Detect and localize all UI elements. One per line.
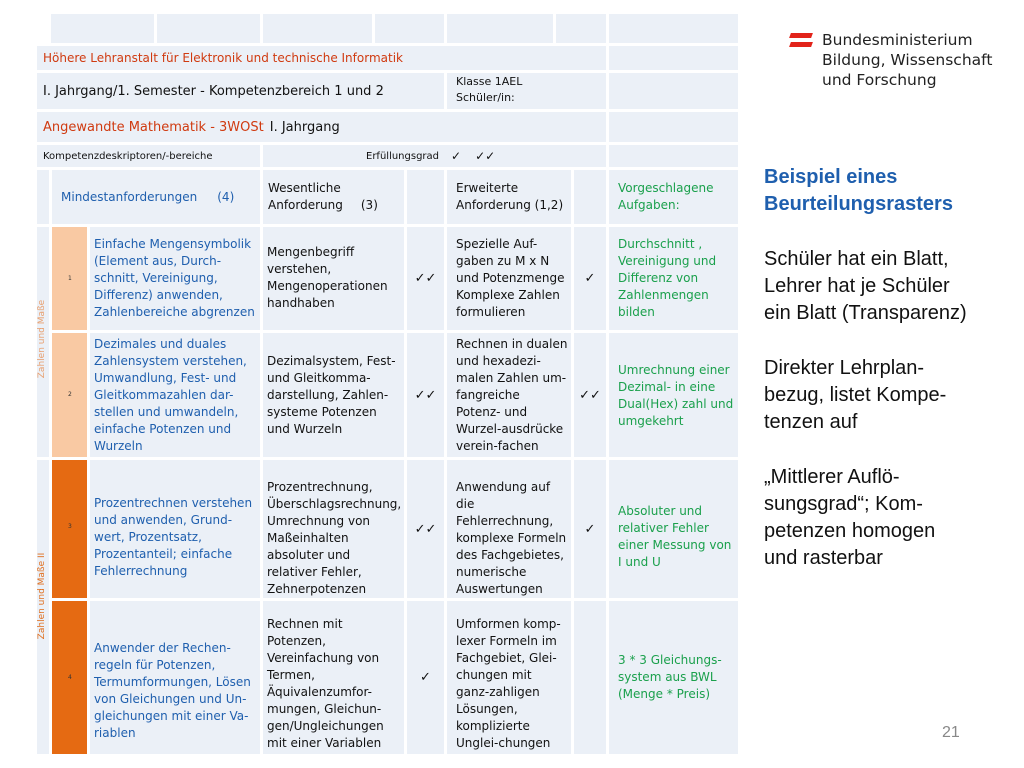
header-empty-3 xyxy=(263,14,372,43)
side-p2-line: bezug, listet Kompe- xyxy=(764,384,947,406)
row-1-num: 1 xyxy=(68,275,72,282)
assessment-table xyxy=(37,14,738,754)
header-empty-5 xyxy=(447,14,553,43)
header-empty-2 xyxy=(157,14,260,43)
header-empty-6 xyxy=(556,14,606,43)
row-4-task: 3 * 3 Gleichungs-system aus BWL (Menge * Preis) xyxy=(609,601,738,754)
student-label: Schüler/in: xyxy=(456,91,515,104)
fulfillment-label: Erfüllungsgrad xyxy=(366,150,440,162)
col-header-extended: Erweiterte Anforderung (1,2) xyxy=(447,170,571,224)
row-1-extended: Spezielle Auf-gaben zu M x N und Potenzmenge Komplexe Zahlen formulieren xyxy=(447,227,571,330)
row-4-essential-check: ✓ xyxy=(407,601,444,754)
class-label: Klasse 1AEL xyxy=(456,75,523,88)
side-title-line2: Beurteilungsrasters xyxy=(764,193,953,215)
flag-stripe-top xyxy=(789,33,813,38)
row-2-number xyxy=(52,333,87,457)
side-p3-line: „Mittlerer Auflö- xyxy=(764,466,900,488)
class-student-cell xyxy=(447,73,606,109)
row-4-number xyxy=(52,601,87,754)
side-p1-line: Lehrer hat je Schüler xyxy=(764,275,950,297)
col-header-min xyxy=(52,170,260,224)
side-p1-line: ein Blatt (Transparenz) xyxy=(764,302,967,324)
row-3-extended-check: ✓ xyxy=(574,460,606,598)
fulfillment-check-double: ✓✓ xyxy=(475,148,496,163)
side-p1-line: Schüler hat ein Blatt, xyxy=(764,248,949,270)
col-header-tasks: Vorgeschlagene Aufgaben: xyxy=(609,170,738,224)
area-label-2-col xyxy=(37,460,49,754)
row-3-essential-check: ✓✓ xyxy=(407,460,444,598)
descriptor-label: Kompetenzdeskriptoren/-bereiche xyxy=(37,145,260,167)
class-row-empty xyxy=(609,73,738,109)
row-1-number xyxy=(52,227,87,330)
row-4-extended: Umformen komp-lexer Formeln im Fachgebiet, Glei-chungen mit ganz-zahligen Lösungen, komplizierte Unglei-chungen xyxy=(447,601,571,754)
ministry-logo xyxy=(790,30,1015,100)
row-3-num: 3 xyxy=(68,523,72,530)
fulfillment-check-single: ✓ xyxy=(451,148,462,163)
ministry-name xyxy=(822,30,1017,90)
ministry-line2: Bildung, Wissenschaft xyxy=(822,51,993,69)
side-p3-line: petenzen homogen xyxy=(764,520,936,542)
header-empty-7 xyxy=(609,14,738,43)
fulfillment-cell xyxy=(263,145,606,167)
row-2-essential-check: ✓✓ xyxy=(407,333,444,457)
flag-stripe-bottom xyxy=(789,42,813,47)
col-header-ext-check xyxy=(574,170,606,224)
row-3-task: Absoluter und relativer Fehler einer Messung von I und U xyxy=(609,460,738,598)
col-min-num: (4) xyxy=(217,189,235,204)
row-3-min: Prozentrechnen verstehen und anwenden, Grund-wert, Prozentsatz, Prozentanteil; einfache Fehlerrechnung xyxy=(90,460,260,598)
school-row-empty xyxy=(609,46,738,70)
row-1-essential-check: ✓✓ xyxy=(407,227,444,330)
row-4-extended-check xyxy=(574,601,606,754)
header-empty-4 xyxy=(375,14,444,43)
row-2-task: Umrechnung einer Dezimal- in eine Dual(Hex) zahl und umgekehrt xyxy=(609,333,738,457)
side-p3-line: und rasterbar xyxy=(764,547,883,569)
row-2-extended: Rechnen in dualen und hexadezi-malen Zahlen um-fangreiche Potenz- und Wurzel-ausdrücke verein-fachen xyxy=(447,333,571,457)
subject-row-empty xyxy=(609,112,738,142)
descriptor-row-empty xyxy=(609,145,738,167)
side-p2-line: Direkter Lehrplan- xyxy=(764,357,925,379)
ministry-line3: und Forschung xyxy=(822,71,937,89)
col-ess-line1: Wesentliche xyxy=(268,181,341,195)
year-semester: I. Jahrgang/1. Semester - Kompetenzbereich 1 und 2 xyxy=(37,73,444,109)
school-name: Höhere Lehranstalt für Elektronik und technische Informatik xyxy=(37,46,606,70)
header-empty-1 xyxy=(51,14,154,43)
row-4-num: 4 xyxy=(68,674,72,681)
side-paragraph-3 xyxy=(764,464,1019,572)
austrian-flag-icon xyxy=(790,33,812,47)
col-header-essential xyxy=(263,170,404,224)
row-2-essential: Dezimalsystem, Fest- und Gleitkomma-darstellung, Zahlen-systeme Potenzen und Wurzeln xyxy=(263,333,404,457)
row-3-extended: Anwendung auf die Fehlerrechnung, komplexe Formeln des Fachgebietes, numerische Auswertungen xyxy=(447,460,571,598)
col-min-label: Mindestanforderungen xyxy=(61,189,198,204)
row-2-extended-check: ✓✓ xyxy=(574,333,606,457)
side-p3-line: sungsgrad“; Kom- xyxy=(764,493,923,515)
side-title xyxy=(764,164,1014,218)
page-number: 21 xyxy=(942,724,960,741)
row-1-task: Durchschnitt , Vereinigung und Differenz von Zahlenmengen bilden xyxy=(609,227,738,330)
row-4-min: Anwender der Rechen-regeln für Potenzen, Termumformungen, Lösen von Gleichungen und Un-gleichungen mit einer Va-riablen xyxy=(90,601,260,754)
row-1-min: Einfache Mengensymbolik (Element aus, Durch-schnitt, Vereinigung, Differenz) anwenden, Zahlenbereiche abgrenzen xyxy=(90,227,260,330)
row-1-essential: Mengenbegriff verstehen, Mengenoperationen handhaben xyxy=(263,227,404,330)
row-1-extended-check: ✓ xyxy=(574,227,606,330)
area-label-1: Zahlen und Maße xyxy=(37,299,47,379)
col-header-left-empty xyxy=(37,170,49,224)
col-header-ess-check xyxy=(407,170,444,224)
subject-row xyxy=(37,112,606,142)
side-title-line1: Beispiel eines xyxy=(764,166,898,188)
area-label-1-col xyxy=(37,227,49,457)
row-4-essential: Rechnen mit Potenzen, Vereinfachung von Termen, Äquivalenzumfor-mungen, Gleichun-gen/Ungleichungen mit einer Variablen xyxy=(263,601,404,754)
row-3-essential: Prozentrechnung, Überschlagsrechnung, Umrechnung von Maßeinhalten absoluter und relativer Fehler, Zehnerpotenzen xyxy=(263,460,404,598)
ministry-line1: Bundesministerium xyxy=(822,31,973,49)
subject-year: I. Jahrgang xyxy=(269,119,340,135)
area-label-2: Zahlen und Maße II xyxy=(37,552,47,640)
row-2-num: 2 xyxy=(68,391,72,398)
row-3-number xyxy=(52,460,87,598)
side-paragraph-2 xyxy=(764,355,1019,436)
col-ess-line2: Anforderung xyxy=(268,198,343,212)
side-paragraph-1 xyxy=(764,246,1019,327)
col-ess-num: (3) xyxy=(360,198,378,212)
row-2-min: Dezimales und duales Zahlensystem verstehen, Umwandlung, Fest- und Gleitkommazahlen dar-stellen und umwandeln, einfache Potenzen und Wurzeln xyxy=(90,333,260,457)
side-p2-line: tenzen auf xyxy=(764,411,858,433)
subject-name: Angewandte Mathematik - 3WOSt xyxy=(43,119,264,135)
